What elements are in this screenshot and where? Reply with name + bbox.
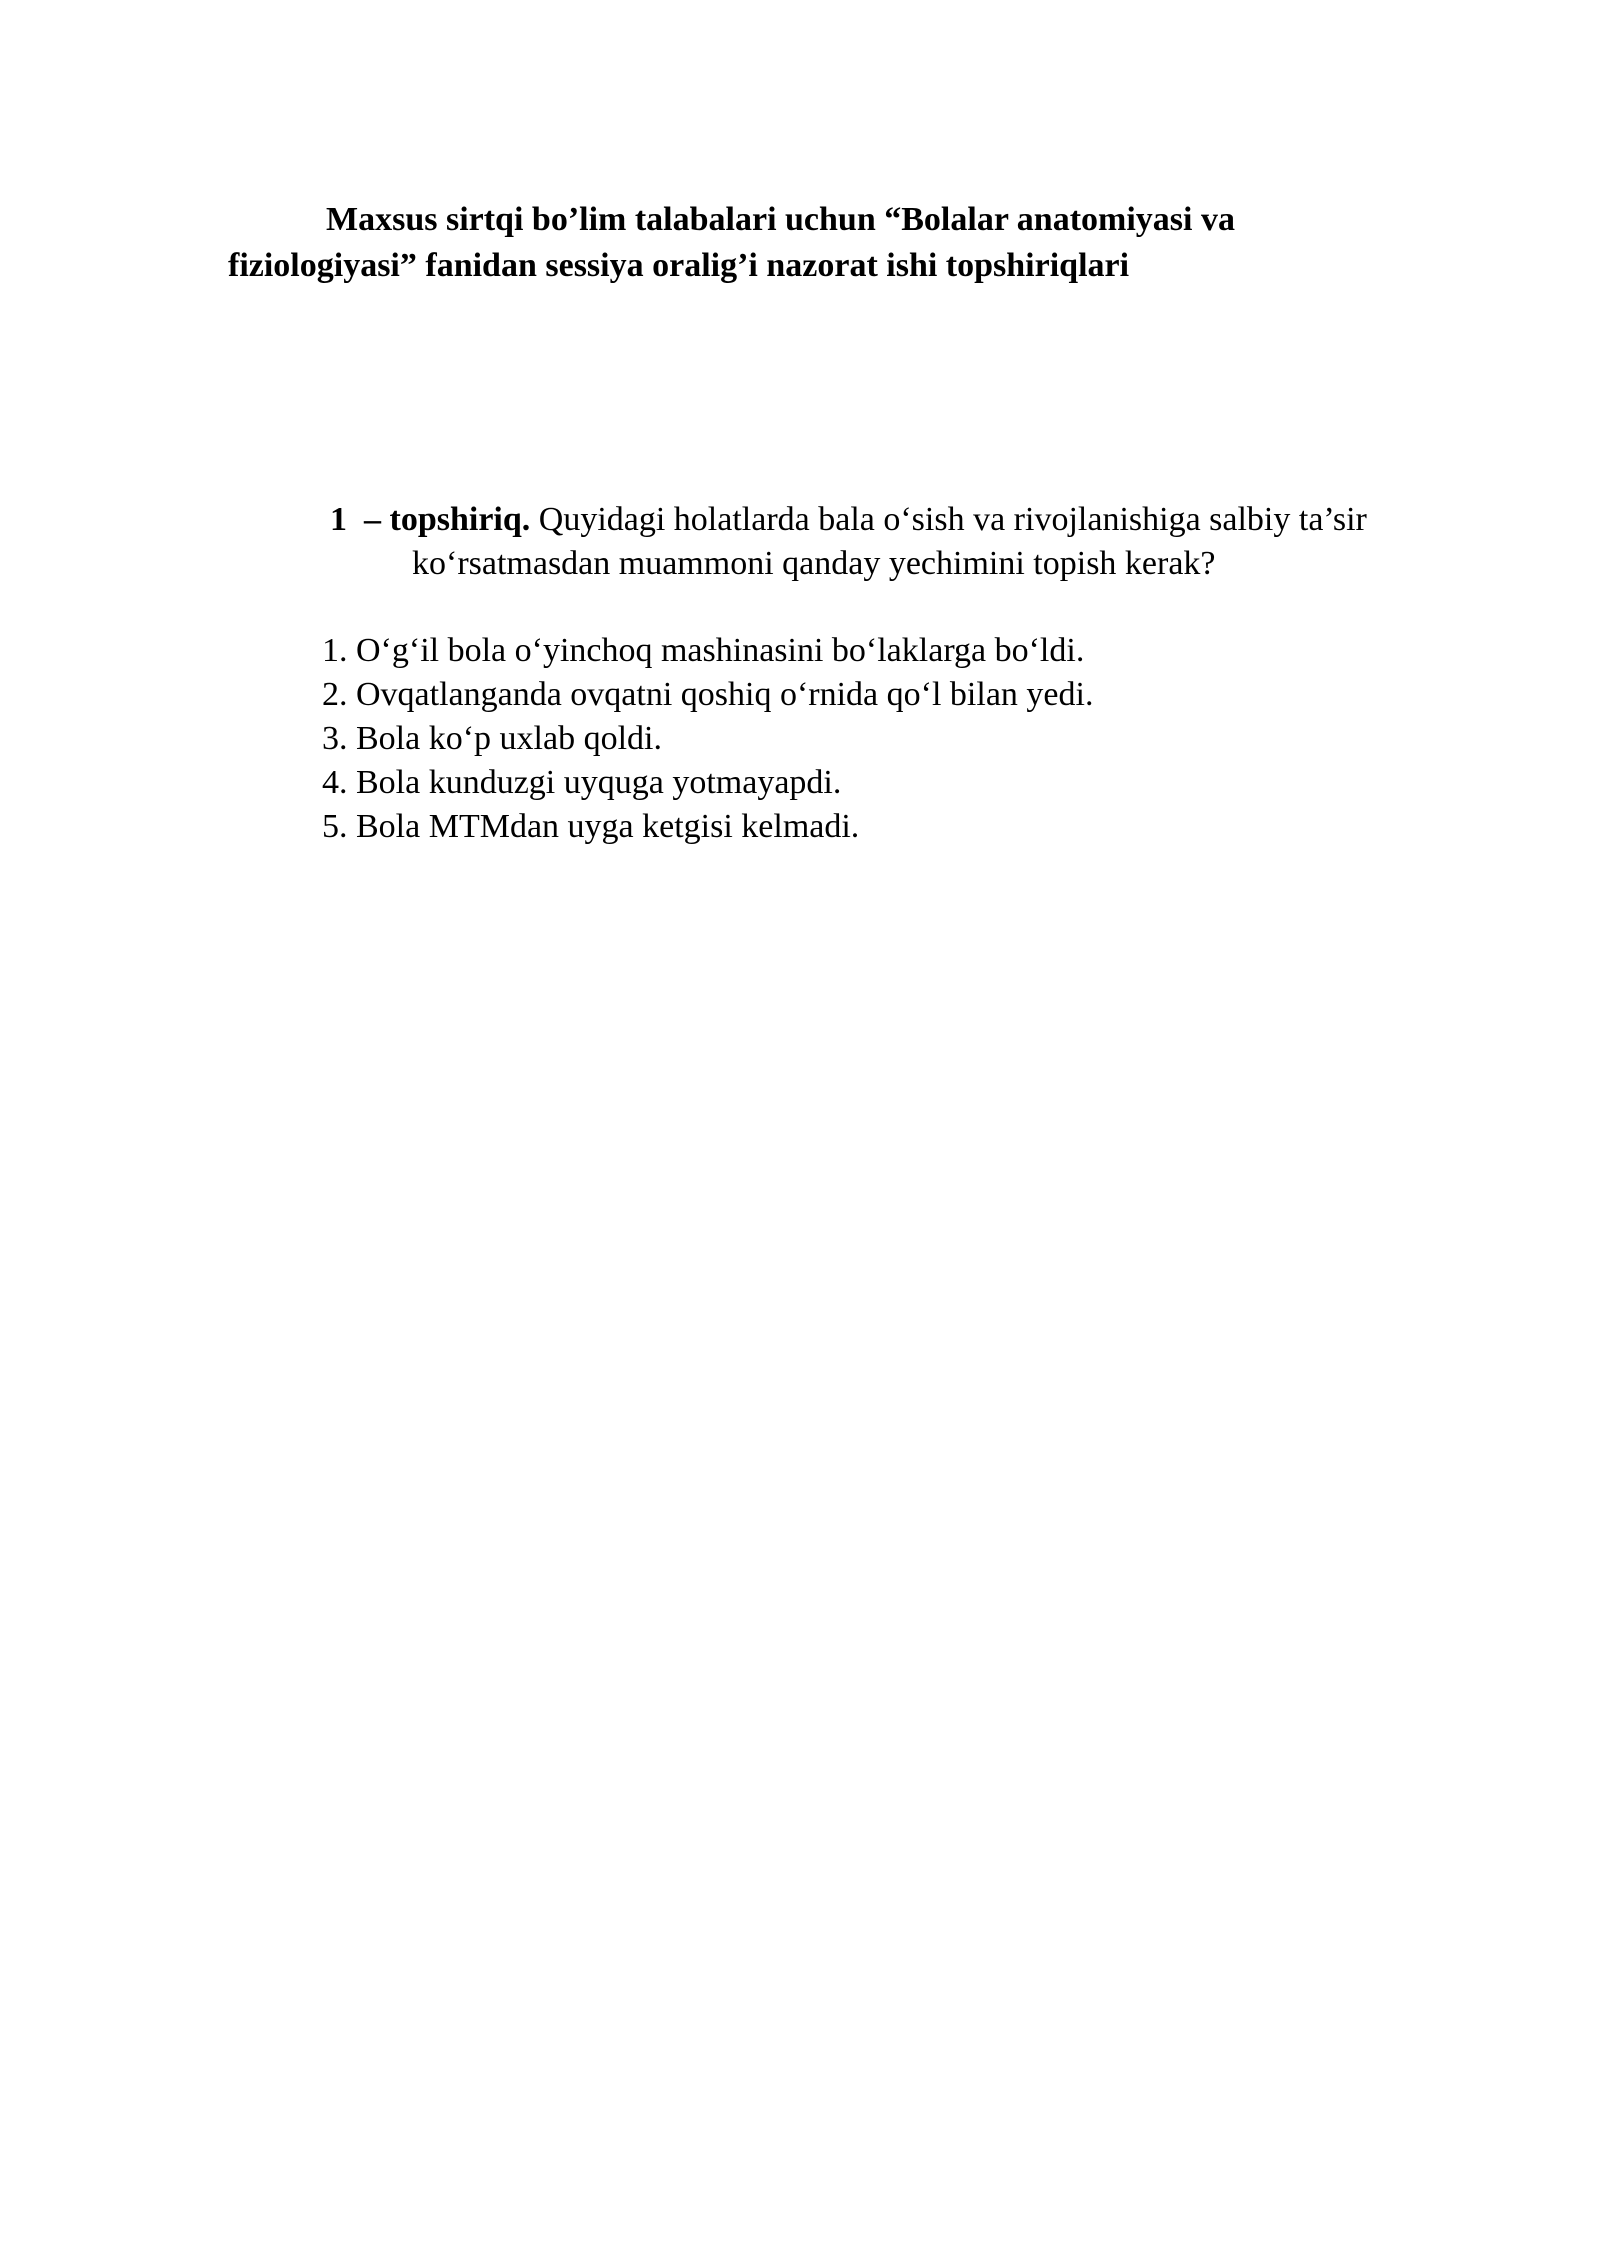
task-label: – topshiriq. bbox=[364, 501, 531, 538]
list-item: 1. O‘g‘il bola o‘yinchoq mashinasini bo‘laklarga bo‘ldi. bbox=[322, 632, 1085, 669]
title-line-1: Maxsus sirtqi bo’lim talabalari uchun “Bolalar anatomiyasi va bbox=[326, 201, 1235, 238]
task-question-line-1: Quyidagi holatlarda bala o‘sish va rivojlanishiga salbiy ta’sir bbox=[538, 501, 1367, 538]
list-item: 5. Bola MTMdan uyga ketgisi kelmadi. bbox=[322, 808, 860, 845]
situation-list bbox=[322, 629, 1093, 849]
title-line-2: fiziologiyasi” fanidan sessiya oralig’i nazorat ishi topshiriqlari bbox=[228, 247, 1130, 284]
task-question-line-2: ko‘rsatmasdan muammoni qanday yechimini topish kerak? bbox=[412, 545, 1216, 582]
task-first-line bbox=[330, 498, 1510, 542]
task-block bbox=[330, 498, 1510, 586]
document-title bbox=[228, 197, 1378, 289]
list-item: 2. Ovqatlanganda ovqatni qoshiq o‘rnida qo‘l bilan yedi. bbox=[322, 676, 1094, 713]
list-item: 4. Bola kunduzgi uyquga yotmayapdi. bbox=[322, 764, 842, 801]
task-number: 1 bbox=[330, 501, 347, 538]
list-item: 3. Bola ko‘p uxlab qoldi. bbox=[322, 720, 662, 757]
